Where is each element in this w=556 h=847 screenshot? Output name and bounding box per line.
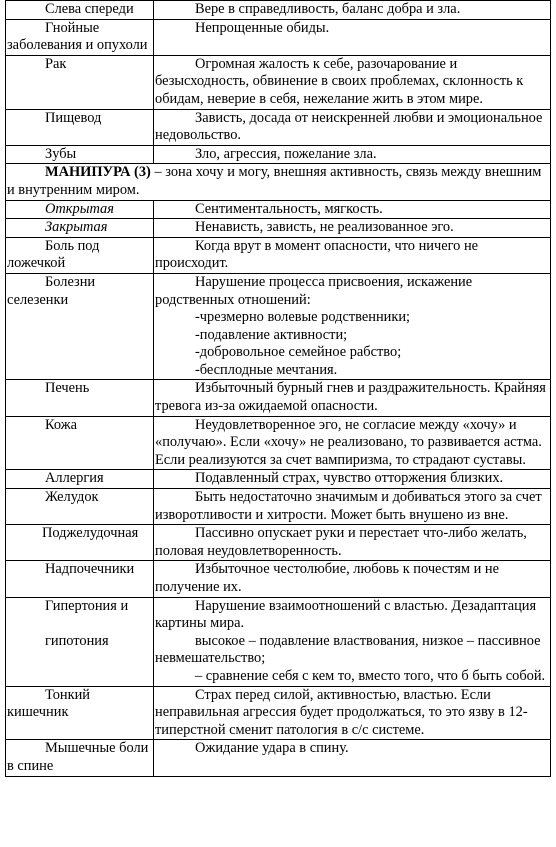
table-row [6, 237, 551, 273]
section-desc: – зона хочу и могу, внешняя активность, связь между внешним и внутренним миром. [7, 164, 542, 198]
list-item: -подавление активности; [195, 326, 348, 343]
section-header-row [6, 164, 551, 200]
symptom-table [5, 0, 551, 777]
row-key: Печень [6, 380, 154, 416]
row-key: Болезни селезенки [6, 273, 154, 380]
table-row [6, 1, 551, 20]
table-row [6, 470, 551, 489]
table-row [6, 109, 551, 145]
row-value: Быть недостаточно значимым и добиваться этого за счет изворотливости и хитрости. Может быть внушено из вне. [154, 489, 551, 525]
row-value: Непрощенные обиды. [154, 19, 551, 55]
row-value: Когда врут в момент опасности, что ничего не происходит. [154, 237, 551, 273]
table-row [6, 219, 551, 238]
row-value: Зло, агрессия, пожелание зла. [154, 145, 551, 164]
list-item: -бесплодные мечтания. [195, 361, 338, 378]
row-key: Гнойные заболевания и опухоли [6, 19, 154, 55]
row-value: Подавленный страх, чувство отторжения близких. [154, 470, 551, 489]
table-row [6, 686, 551, 740]
row-key: Поджелудочная [6, 525, 154, 561]
row-value: Сентиментальность, мягкость. [154, 200, 551, 219]
table-row [6, 380, 551, 416]
row-key: Желудок [6, 489, 154, 525]
table-row [6, 416, 551, 470]
table-row [6, 145, 551, 164]
row-value: Ненависть, зависть, не реализованное эго. [154, 219, 551, 238]
row-value: Нарушение процесса присвоения, искажение родственных отношений: -чрезмерно волевые родственники; -подавление активности; -добровольное семейное рабство; -бесплодные мечтания. [154, 273, 551, 380]
row-key: Мышечные боли в спине [6, 740, 154, 776]
row-value: Зависть, досада от неискренней любви и эмоциональное недовольство. [154, 109, 551, 145]
row-value: Неудовлетворенное эго, не согласие между «хочу» и «получаю». Если «хочу» не реализовано, то развивается астма. Если реализуются за счет вампиризма, то страдают суставы. [154, 416, 551, 470]
row-key: Слева спереди [6, 1, 154, 20]
row-key: Закрытая [6, 219, 154, 238]
row-key: Гипертония и гипотония [6, 597, 154, 686]
table-row [6, 200, 551, 219]
row-value: Страх перед силой, активностью, властью. Если неправильная агрессия будет продолжаться, то это язву в 12-типерстной сменит патология в с/с системе. [154, 686, 551, 740]
table-row [6, 489, 551, 525]
row-key: Кожа [6, 416, 154, 470]
row-value: Нарушение взаимоотношений с властью. Дезадаптация картины мира. высокое – подавление властвования, низкое – пассивное невмешательство; – сравнение себя с кем то, вместо того, что б быть собой. [154, 597, 551, 686]
row-key: Рак [6, 55, 154, 109]
list-item: -добровольное семейное рабство; [195, 344, 402, 361]
row-key: Аллергия [6, 470, 154, 489]
table-row [6, 55, 551, 109]
row-value: Пассивно опускает руки и перестает что-либо желать, половая неудовлетворенность. [154, 525, 551, 561]
table-row [6, 740, 551, 776]
section-header [6, 164, 551, 200]
table-row [6, 597, 551, 686]
row-value: Огромная жалость к себе, разочарование и безысходность, обвинение в своих проблемах, склонность к обидам, неверие в себя, нежелание жить в этом мире. [154, 55, 551, 109]
table-row [6, 561, 551, 597]
table-row [6, 273, 551, 380]
row-key: Надпочечники [6, 561, 154, 597]
row-value: Избыточный бурный гнев и раздражительность. Крайняя тревога из-за ожидаемой опасности. [154, 380, 551, 416]
row-key: Тонкий кишечник [6, 686, 154, 740]
table-row [6, 19, 551, 55]
list-item: -чрезмерно волевые родственники; [195, 309, 411, 326]
row-key: Пищевод [6, 109, 154, 145]
section-title: МАНИПУРА (3) [45, 164, 151, 181]
table-row [6, 525, 551, 561]
row-value: Избыточное честолюбие, любовь к почестям и не получение их. [154, 561, 551, 597]
row-key: Открытая [6, 200, 154, 219]
row-key: Зубы [6, 145, 154, 164]
row-key: Боль под ложечкой [6, 237, 154, 273]
row-value: Ожидание удара в спину. [154, 740, 551, 776]
row-value: Вере в справедливость, баланс добра и зла. [154, 1, 551, 20]
